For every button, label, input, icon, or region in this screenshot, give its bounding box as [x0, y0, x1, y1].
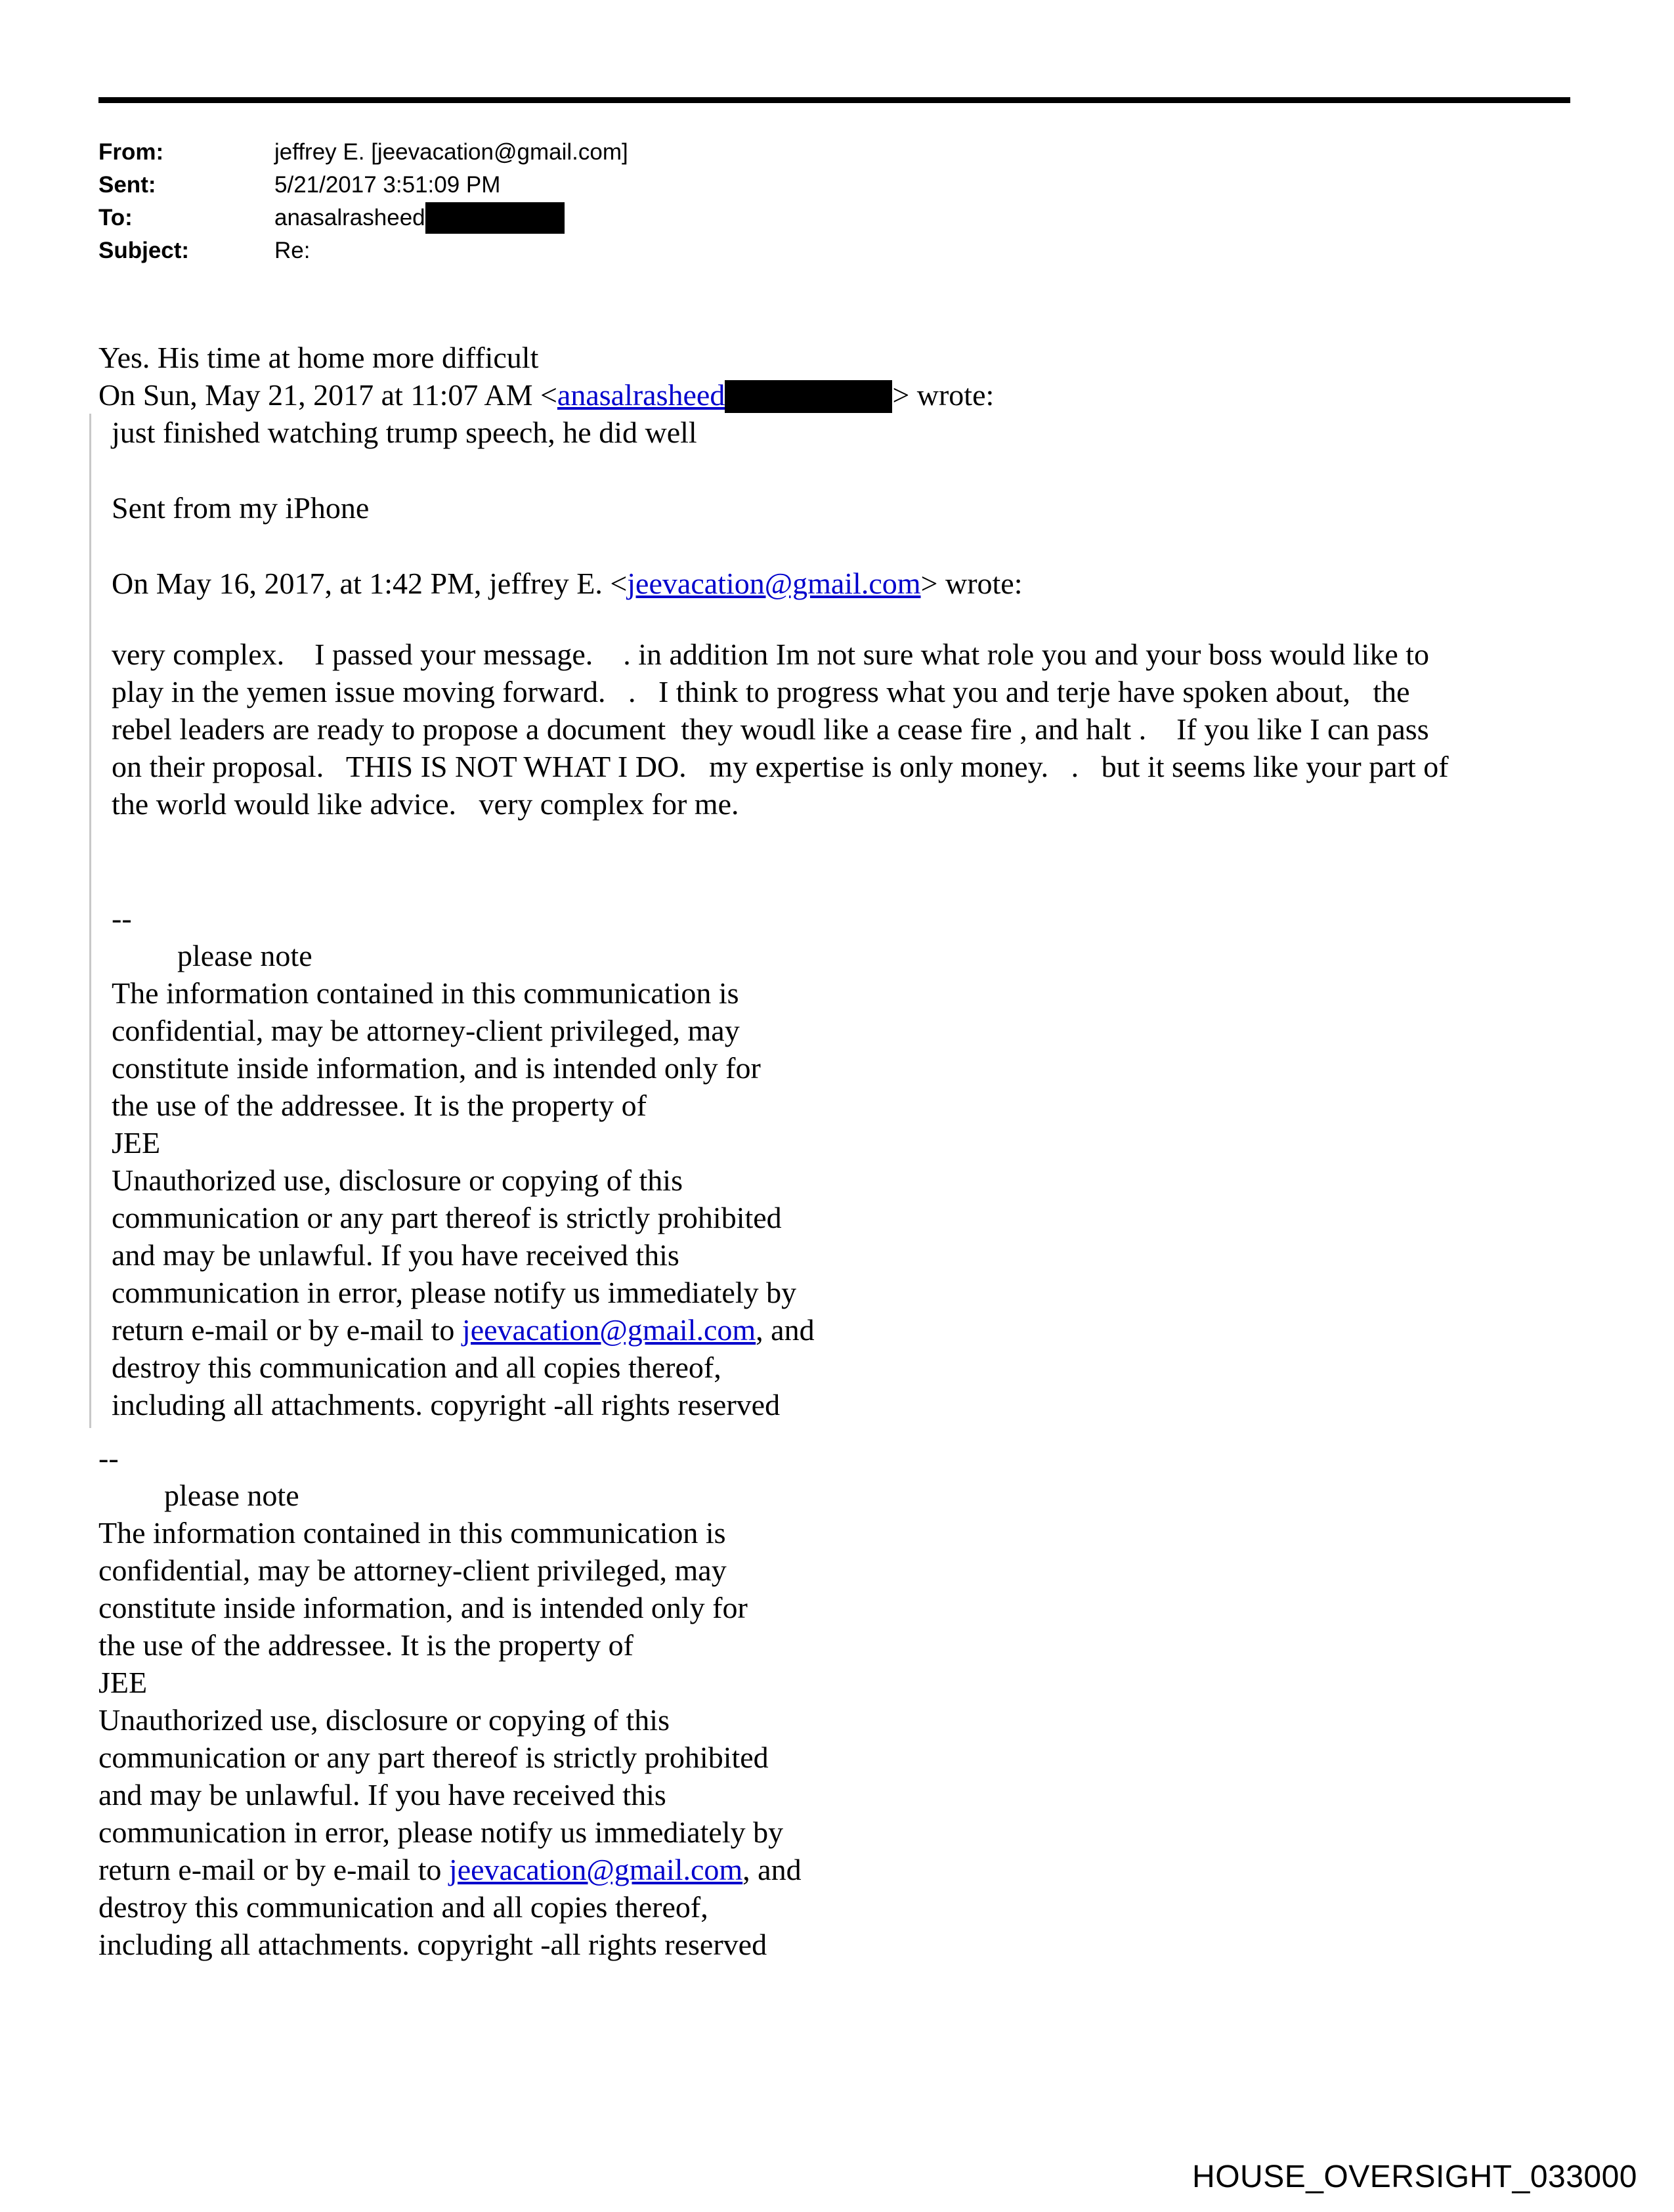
disclaimer-line: the use of the addressee. It is the property of [112, 1089, 647, 1122]
disclaimer-line: including all attachments. copyright -all rights reserved [98, 1928, 767, 1961]
disclaimer-heading: please note [164, 1479, 299, 1512]
sender-email-link[interactable]: anasalrasheed [557, 378, 725, 412]
quoted-disclaimer [112, 900, 815, 1423]
sent-value: 5/21/2017 3:51:09 PM [274, 172, 501, 198]
disclaimer-line: and may be unlawful. If you have received this [112, 1238, 679, 1272]
link-line-suffix: , and [756, 1313, 815, 1347]
outer-disclaimer [98, 1439, 802, 1963]
disclaimer-line: destroy this communication and all copies thereof, [112, 1351, 721, 1384]
sent-label: Sent: [98, 172, 156, 198]
disclaimer-link-line [98, 1851, 802, 1888]
paragraph-line: the world would like advice. very complex for me. [112, 787, 739, 821]
disclaimer-line: The information contained in this communication is [98, 1516, 726, 1550]
attribution-suffix: > wrote: [920, 567, 1023, 600]
disclaimer-heading: please note [177, 939, 312, 972]
quoted-attribution [112, 565, 1023, 602]
disclaimer-line: constitute inside information, and is intended only for [112, 1051, 761, 1085]
signature-separator: -- [98, 1441, 119, 1475]
attribution-prefix: On Sun, May 21, 2017 at 11:07 AM < [98, 378, 557, 412]
disclaimer-line: destroy this communication and all copies thereof, [98, 1890, 708, 1924]
jeevacation-email-link[interactable]: jeevacation@gmail.com [627, 567, 921, 600]
disclaimer-line: constitute inside information, and is intended only for [98, 1591, 748, 1624]
subject-value: Re: [274, 238, 311, 263]
paragraph-line: on their proposal. THIS IS NOT WHAT I DO. my expertise is only money. . but it seems like your part of [112, 750, 1449, 783]
paragraph-line: play in the yemen issue moving forward. . I think to progress what you and terje have spoken about, the [112, 675, 1410, 708]
disclaimer-line: and may be unlawful. If you have received this [98, 1778, 666, 1811]
from-label: From: [98, 139, 164, 165]
quoted-signature: Sent from my iPhone [112, 491, 370, 525]
reply-attribution [98, 376, 994, 414]
disclaimer-line: confidential, may be attorney-client privileged, may [112, 1014, 740, 1047]
disclaimer-line: JEE [112, 1126, 161, 1160]
disclaimer-email-link[interactable]: jeevacation@gmail.com [448, 1853, 743, 1886]
attribution-suffix: > wrote: [892, 378, 995, 412]
link-line-prefix: return e-mail or by e-mail to [112, 1313, 462, 1347]
reply-body: Yes. His time at home more difficult [98, 341, 539, 374]
disclaimer-email-link[interactable]: jeevacation@gmail.com [461, 1313, 756, 1347]
disclaimer-line: The information contained in this communication is [112, 976, 739, 1010]
bates-number: HOUSE_OVERSIGHT_033000 [1192, 2159, 1637, 2194]
paragraph-line: very complex. I passed your message. . in addition Im not sure what role you and your boss would like to [112, 638, 1430, 671]
disclaimer-line: JEE [98, 1666, 148, 1699]
disclaimer-line: communication in error, please notify us immediately by [98, 1815, 784, 1849]
disclaimer-line: Unauthorized use, disclosure or copying of this [98, 1703, 670, 1737]
link-line-suffix: , and [742, 1853, 802, 1886]
to-value: anasalrasheed [274, 205, 425, 230]
disclaimer-line: Unauthorized use, disclosure or copying of this [112, 1163, 683, 1197]
disclaimer-line: communication or any part thereof is strictly prohibited [112, 1201, 782, 1234]
disclaimer-line: the use of the addressee. It is the property of [98, 1628, 633, 1662]
subject-label: Subject: [98, 238, 190, 263]
quoted-paragraph [112, 636, 1449, 823]
quoted-body: just finished watching trump speech, he did well [112, 416, 697, 449]
disclaimer-line: including all attachments. copyright -all rights reserved [112, 1388, 781, 1421]
signature-separator: -- [112, 901, 132, 935]
link-line-prefix: return e-mail or by e-mail to [98, 1853, 449, 1886]
disclaimer-link-line [112, 1311, 815, 1349]
header-rule [98, 97, 1570, 103]
to-value-wrap [274, 205, 565, 234]
redaction-box [725, 380, 892, 413]
disclaimer-line: communication or any part thereof is strictly prohibited [98, 1741, 769, 1774]
attribution-prefix: On May 16, 2017, at 1:42 PM, jeffrey E. < [112, 567, 628, 600]
paragraph-line: rebel leaders are ready to propose a document they woudl like a cease fire , and halt . If you like I can pass [112, 712, 1429, 746]
disclaimer-line: communication in error, please notify us immediately by [112, 1276, 797, 1309]
disclaimer-line: confidential, may be attorney-client privileged, may [98, 1553, 727, 1587]
from-value: jeffrey E. [jeevacation@gmail.com] [274, 139, 628, 165]
to-label: To: [98, 205, 133, 230]
redaction-box [425, 202, 565, 234]
quote-bar [89, 414, 91, 1428]
